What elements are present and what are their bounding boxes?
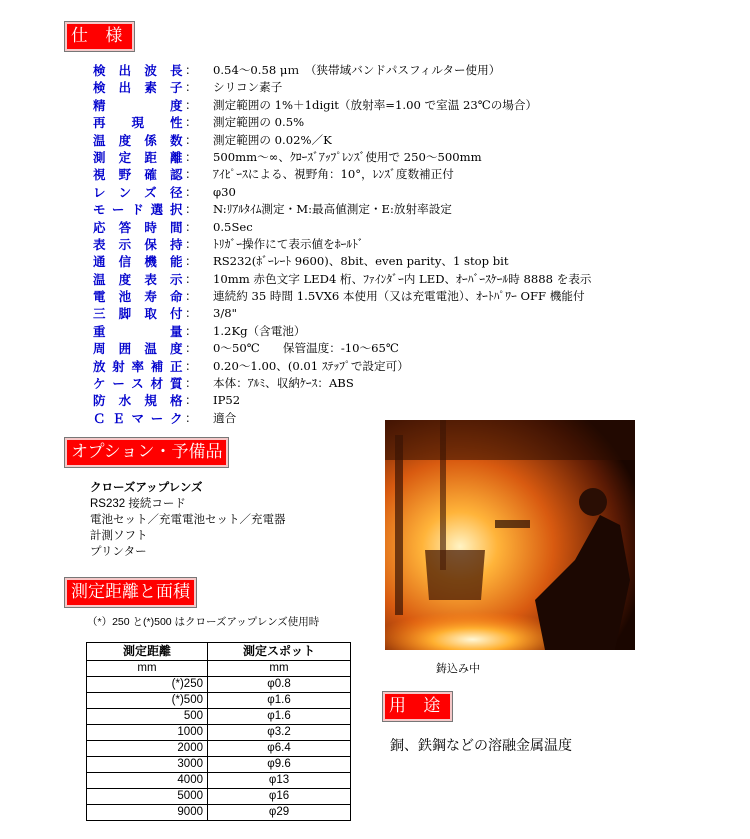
table-note: （*）250 と(*)500 はクローズアップレンズ使用時 — [87, 616, 320, 628]
spec-value: 連続約 35 時間 1.5VX6 本使用（又は充電電池）、ｵｰﾄﾊﾟﾜｰ OFF 機能付 — [213, 289, 585, 304]
spec-label: 放射率補正 — [93, 358, 183, 374]
spec-row — [93, 288, 592, 305]
spot-cell: φ1.6 — [208, 693, 351, 709]
spec-value: RS232(ﾎﾞｰﾚｰﾄ 9600)、8bit、even parity、1 stop bit — [213, 254, 509, 269]
spec-value: ﾄﾘｶﾞｰ操作にて表示値をﾎｰﾙﾄﾞ — [213, 236, 364, 251]
spec-list — [93, 62, 592, 427]
spec-colon: ： — [185, 341, 198, 356]
spec-value: 3/8" — [213, 306, 237, 321]
spec-value: 測定範囲の 1%＋1digit（放射率=1.00 で室温 23℃の場合） — [213, 97, 538, 112]
spec-label: 検出素子 — [93, 80, 183, 96]
spec-value: 500mm～∞、ｸﾛｰｽﾞｱｯﾌﾟﾚﾝｽﾞ使用で 250～500mm — [213, 149, 482, 164]
spec-value: 本体：ｱﾙﾐ、収納ｹｰｽ：ABS — [213, 376, 354, 391]
spec-row — [93, 184, 592, 201]
option-item: 計測ソフト — [90, 530, 148, 542]
spec-colon: ： — [185, 236, 198, 251]
spot-unit: mm — [208, 661, 351, 677]
spec-colon: ： — [185, 393, 198, 408]
spec-label: 温度係数 — [93, 132, 183, 148]
use-header: 用 途 — [383, 692, 452, 721]
spec-label: ケース材質 — [93, 376, 183, 392]
distance-cell: 4000 — [87, 773, 208, 789]
spec-colon: ： — [185, 358, 198, 373]
spec-label: 測定距離 — [93, 149, 183, 165]
spec-colon: ： — [185, 271, 198, 286]
spec-colon: ： — [185, 202, 198, 217]
spot-cell: φ16 — [208, 789, 351, 805]
table-row — [87, 693, 351, 709]
spec-value: ｱｲﾋﾟｰｽによる、視野角：10°，ﾚﾝｽﾞ度数補正付 — [213, 167, 454, 182]
distance-cell: 2000 — [87, 741, 208, 757]
spec-row — [93, 253, 592, 270]
distance-cell: 3000 — [87, 757, 208, 773]
spec-row — [93, 132, 592, 149]
spot-cell: φ13 — [208, 773, 351, 789]
spec-label: 防水規格 — [93, 393, 183, 409]
spot-cell: φ3.2 — [208, 725, 351, 741]
spec-value: 0.54～0.58 μｍ （狭帯域バンドパスフィルター使用） — [213, 63, 501, 77]
option-item: プリンター — [90, 546, 147, 558]
distance-cell: 500 — [87, 709, 208, 725]
spec-label: 温度表示 — [93, 271, 183, 287]
spec-colon: ： — [185, 306, 198, 321]
spec-value: 適合 — [213, 410, 237, 425]
spec-label: モード選択 — [93, 202, 183, 218]
casting-photo — [385, 420, 635, 650]
spec-label: 検出波長 — [93, 63, 183, 78]
spec-row — [93, 305, 592, 322]
distance-unit: mm — [87, 661, 208, 677]
spec-colon: ： — [185, 410, 198, 425]
spec-colon: ： — [185, 149, 198, 164]
option-item: 電池セット／充電電池セット／充電器 — [90, 514, 286, 526]
distance-cell: (*)250 — [87, 677, 208, 693]
table-row — [87, 677, 351, 693]
options-header: オプション・予備品 — [65, 438, 228, 467]
spec-value: 測定範囲の 0.02%／K — [213, 132, 332, 147]
spec-label: 応答時間 — [93, 219, 183, 235]
spec-label: 精度 — [93, 97, 183, 113]
spec-row — [93, 62, 592, 79]
spec-header: 仕 様 — [65, 22, 134, 51]
spec-colon: ： — [185, 323, 198, 338]
spec-colon: ： — [185, 289, 198, 304]
spec-value: 0.5Sec — [213, 219, 253, 234]
spec-value: φ30 — [213, 184, 236, 199]
spec-colon: ： — [185, 115, 198, 130]
spec-row — [93, 271, 592, 288]
distance-cell: 9000 — [87, 805, 208, 821]
spec-value: 0.20～1.00、(0.01 ｽﾃｯﾌﾟで設定可） — [213, 358, 409, 373]
distance-spot-table — [86, 642, 351, 821]
spec-label: 周囲温度 — [93, 341, 183, 357]
spec-row — [93, 340, 592, 357]
table-row — [87, 725, 351, 741]
spec-label: 視野確認 — [93, 167, 183, 183]
spec-value: IP52 — [213, 393, 241, 408]
spec-row — [93, 236, 592, 253]
table-row — [87, 805, 351, 821]
spec-row — [93, 323, 592, 340]
options-title: クローズアップレンズ — [90, 482, 203, 494]
spec-row — [93, 219, 592, 236]
spec-row — [93, 392, 592, 409]
spec-label: 電池寿命 — [93, 289, 183, 305]
spec-row — [93, 149, 592, 166]
spec-colon: ： — [185, 219, 198, 234]
table-row — [87, 709, 351, 725]
col-spot-header: 測定スポット — [208, 643, 351, 661]
spec-value: 10mm 赤色文字 LED4 桁、ﾌｧｲﾝﾀﾞｰ内 LED、ｵｰﾊﾞｰｽｹｰﾙ時 8888 を表示 — [213, 271, 592, 286]
spec-label: レンズ径 — [93, 184, 183, 200]
spec-colon: ： — [185, 63, 198, 77]
spec-value: シリコン素子 — [213, 80, 283, 95]
spec-row — [93, 358, 592, 375]
spec-colon: ： — [185, 132, 198, 147]
spec-colon: ： — [185, 167, 198, 182]
spec-label: 重量 — [93, 323, 183, 339]
spec-colon: ： — [185, 254, 198, 269]
distance-cell: 5000 — [87, 789, 208, 805]
option-item: RS232 接続コード — [90, 498, 186, 510]
table-header-row — [87, 643, 351, 661]
spot-cell: φ29 — [208, 805, 351, 821]
spec-label: 三脚取付 — [93, 306, 183, 322]
distance-cell: (*)500 — [87, 693, 208, 709]
spot-cell: φ1.6 — [208, 709, 351, 725]
spec-value: 1.2Kg（含電池） — [213, 323, 306, 338]
spec-colon: ： — [185, 97, 198, 112]
spec-row — [93, 114, 592, 131]
spec-label: 通信機能 — [93, 254, 183, 270]
table-row — [87, 741, 351, 757]
spec-label: 表示保持 — [93, 236, 183, 252]
spec-label: ＣＥマーク — [93, 410, 183, 426]
spec-row — [93, 375, 592, 392]
spec-row — [93, 201, 592, 218]
options-list — [90, 480, 286, 560]
spec-row — [93, 97, 592, 114]
spec-label: 再現性 — [93, 115, 183, 131]
spec-colon: ： — [185, 376, 198, 391]
spot-cell: φ0.8 — [208, 677, 351, 693]
table-unit-row — [87, 661, 351, 677]
use-text: 銅、鉄鋼などの溶融金属温度 — [390, 737, 572, 753]
table-row — [87, 789, 351, 805]
table-row — [87, 773, 351, 789]
table-row — [87, 757, 351, 773]
photo-caption: 鋳込み中 — [436, 663, 480, 675]
spec-value: 0～50℃ 保管温度：-10～65℃ — [213, 341, 399, 356]
spec-colon: ： — [185, 80, 198, 95]
col-distance-header: 測定距離 — [87, 643, 208, 661]
spec-row — [93, 166, 592, 183]
spot-cell: φ9.6 — [208, 757, 351, 773]
distance-header: 測定距離と面積 — [65, 578, 196, 607]
spec-value: N:ﾘｱﾙﾀｲﾑ測定・M:最高値測定・E:放射率設定 — [213, 202, 452, 217]
distance-cell: 1000 — [87, 725, 208, 741]
spec-value: 測定範囲の 0.5% — [213, 115, 305, 130]
spec-colon: ： — [185, 184, 198, 199]
spot-cell: φ6.4 — [208, 741, 351, 757]
spec-row — [93, 79, 592, 96]
